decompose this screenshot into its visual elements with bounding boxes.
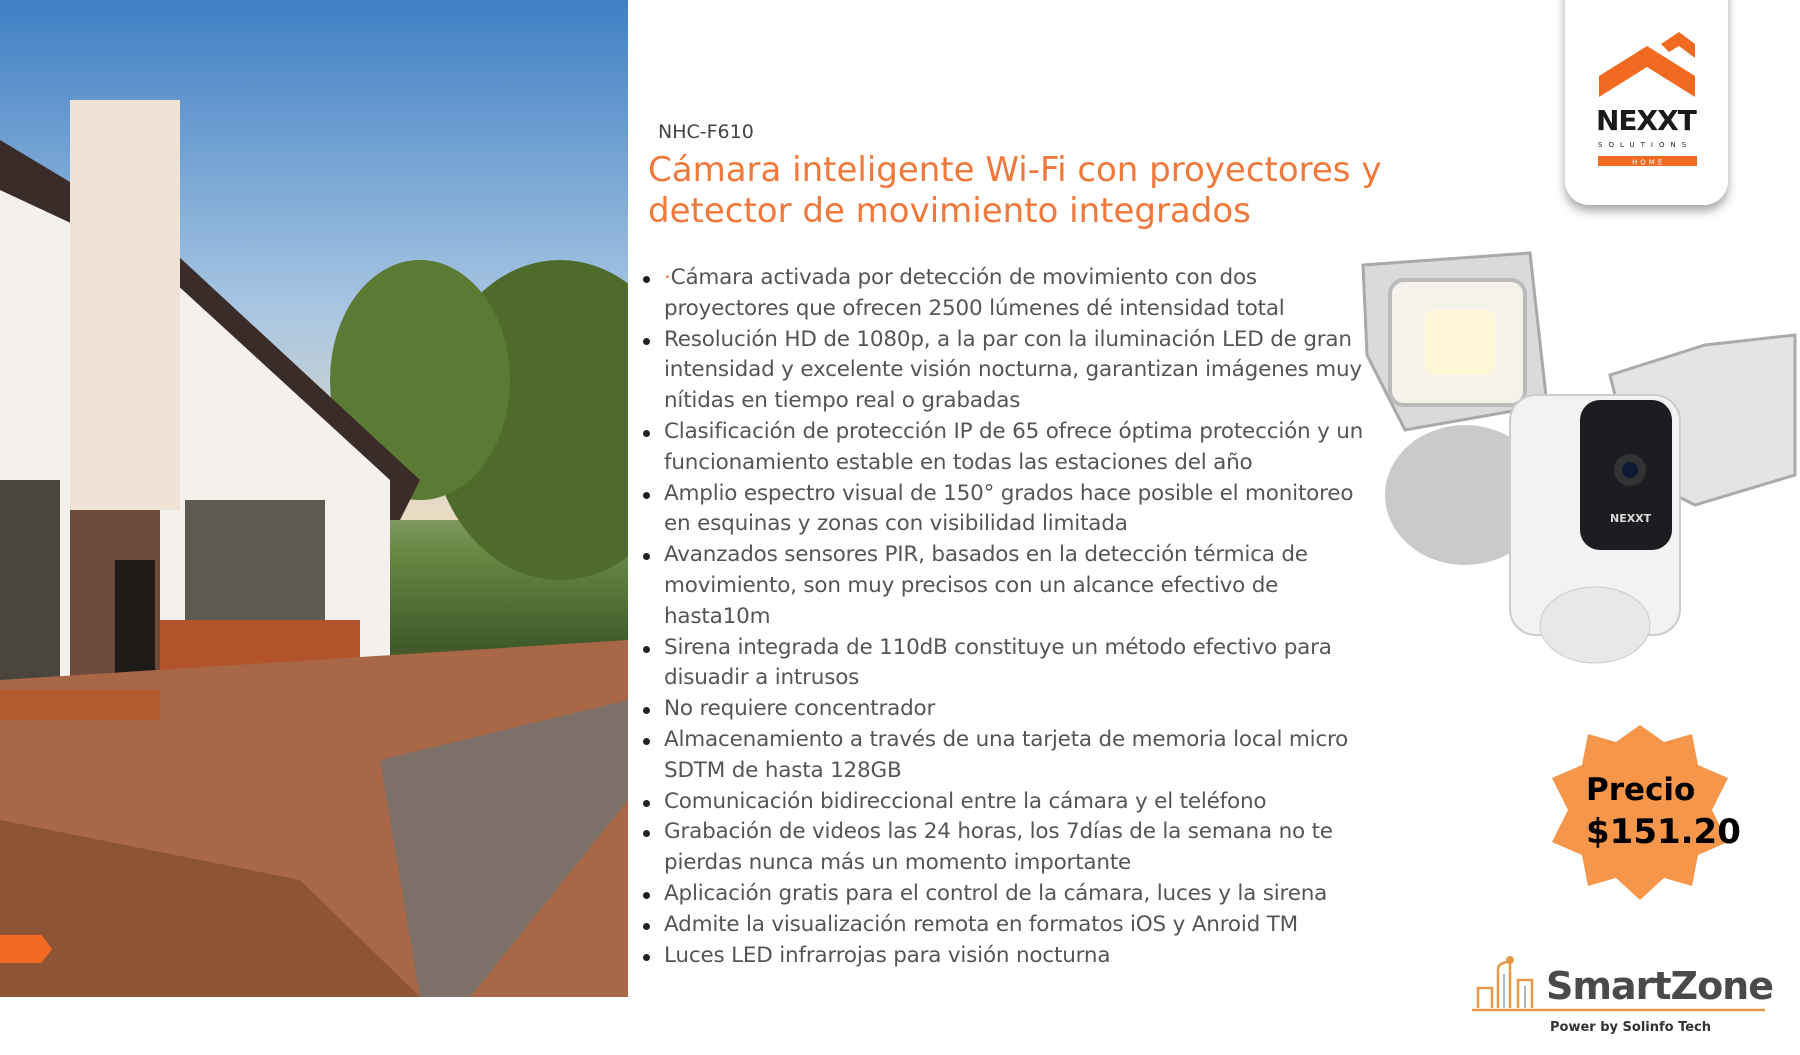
house-patio-photo: [0, 0, 628, 997]
smartzone-wordmark: SmartZone: [1546, 964, 1773, 1008]
feature-item: Grabación de videos las 24 horas, los 7días de la semana no te pierdas nunca más un momento importante: [643, 817, 1378, 879]
feature-list: [643, 263, 1378, 971]
svg-text:SOLUTIONS: SOLUTIONS: [1598, 141, 1693, 149]
feature-item: Luces LED infrarrojas para visión nocturna: [643, 941, 1378, 972]
smartzone-logo: [1470, 950, 1773, 1045]
svg-text:NEXXT: NEXXT: [1610, 512, 1652, 525]
feature-item: Comunicación bidireccional entre la cámara y el teléfono: [643, 787, 1378, 818]
svg-text:NEXXT: NEXXT: [1596, 104, 1696, 137]
feature-item: Clasificación de protección IP de 65 ofrece óptima protección y un funcionamiento estable en todas las estaciones del año: [643, 417, 1378, 479]
product-title: Cámara inteligente Wi-Fi con proyectores y detector de movimiento integrados: [648, 150, 1382, 231]
feature-item: Avanzados sensores PIR, basados en la detección térmica de movimiento, son muy precisos con un alcance efectivo de hasta10m: [643, 540, 1378, 632]
floodlight-camera-image: [1355, 245, 1800, 665]
price-label: Precio: [1586, 772, 1696, 808]
svg-text:HOME: HOME: [1632, 158, 1666, 167]
feature-item: Aplicación gratis para el control de la cámara, luces y la sirena: [643, 879, 1378, 910]
feature-item: Admite la visualización remota en formatos iOS y Anroid TM: [643, 910, 1378, 941]
feature-item: Almacenamiento a través de una tarjeta de memoria local micro SDTM de hasta 128GB: [643, 725, 1378, 787]
feature-item: No requiere concentrador: [643, 694, 1378, 725]
feature-item: Resolución HD de 1080p, a la par con la iluminación LED de gran intensidad y excelente visión nocturna, garantizan imágenes muy nítidas en tiempo real o grabadas: [643, 325, 1378, 417]
feature-item: Sirena integrada de 110dB constituye un método efectivo para disuadir a intrusos: [643, 633, 1378, 695]
product-model: NHC-F610: [658, 121, 754, 143]
price-badge: [1540, 720, 1740, 910]
feature-item: Amplio espectro visual de 150° grados hace posible el monitoreo en esquinas y zonas con visibilidad limitada: [643, 479, 1378, 541]
price-value: $151.20: [1586, 812, 1741, 852]
nexxt-home-logo: [1565, 0, 1728, 205]
house-roof-icon: [1599, 46, 1695, 97]
smartzone-tagline: Power by Solinfo Tech: [1550, 1020, 1712, 1035]
lead-marker: ·: [664, 265, 671, 290]
feature-item: ·Cámara activada por detección de movimiento con dos proyectores que ofrecen 2500 lúmenes dé intensidad total: [643, 263, 1378, 325]
slide-tab-marker: [0, 935, 52, 963]
